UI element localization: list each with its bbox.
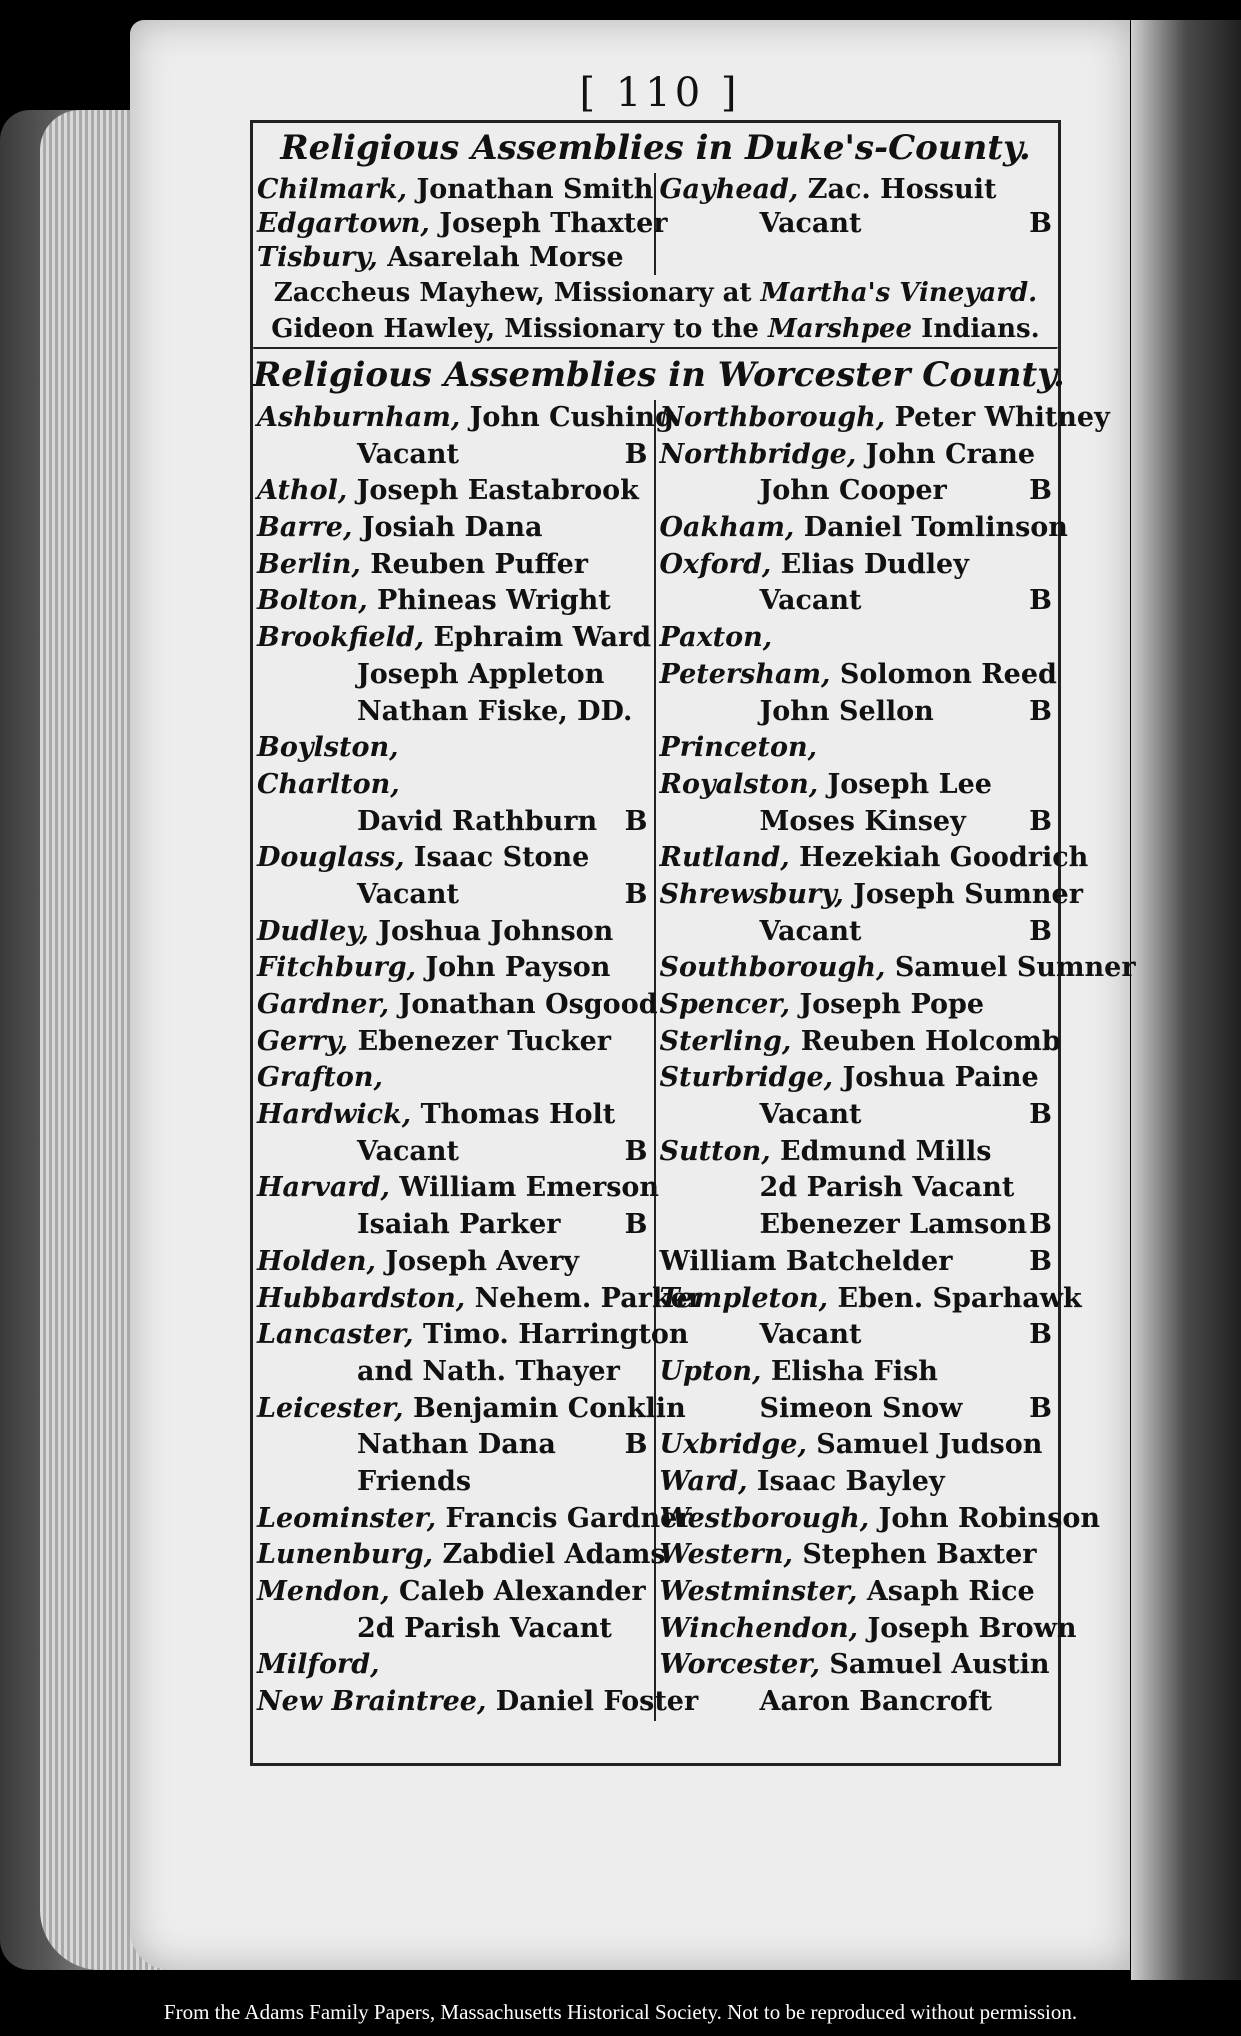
assembly-entry — [660, 1647, 1059, 1684]
dukes-county-columns — [253, 173, 1058, 275]
town-name: Lancaster, — [257, 1319, 414, 1351]
town-name: Ashburnham, — [257, 402, 461, 433]
assembly-entry — [660, 657, 1059, 694]
denomination-mark: B — [1029, 1209, 1052, 1241]
minister-name: John Cooper — [759, 475, 947, 507]
minister-name: Friends — [357, 1465, 472, 1497]
assembly-entry — [257, 840, 654, 877]
minister-name: John Cushing — [469, 402, 674, 433]
assembly-entry — [660, 1391, 1059, 1428]
minister-name: Joseph Eastabrook — [356, 475, 639, 507]
missionary-place: Martha's Vineyard. — [760, 278, 1038, 308]
assembly-entry — [660, 1097, 1059, 1134]
assembly-entry — [257, 1501, 692, 1538]
town-name: Barre, — [257, 512, 353, 544]
minister-name: Francis Gardner — [445, 1502, 692, 1534]
town-name: Ward, — [659, 1465, 748, 1497]
denomination-mark: B — [1029, 585, 1052, 617]
town-name: Mendon, — [257, 1576, 390, 1607]
town-name: Chilmark, — [257, 174, 408, 205]
assembly-entry — [660, 804, 1059, 841]
town-name: Winchendon, — [659, 1612, 859, 1644]
town-name: Bolton, — [257, 585, 368, 617]
minister-name: Elias Dudley — [780, 548, 969, 580]
assembly-entry — [660, 767, 1059, 804]
minister-name: Vacant — [759, 1099, 862, 1131]
assembly-entry — [257, 1464, 654, 1501]
assembly-entry — [257, 1684, 699, 1721]
minister-name: William Batchelder — [659, 1245, 953, 1277]
missionary-line — [253, 275, 1058, 311]
minister-name: Joseph Thaxter — [439, 208, 668, 239]
minister-name: Phineas Wright — [377, 585, 611, 617]
denomination-mark: B — [624, 438, 648, 470]
missionary-text: Zaccheus Mayhew, Missionary at — [273, 278, 761, 308]
town-name: Boylston, — [257, 732, 399, 764]
minister-name: John Payson — [425, 952, 611, 984]
minister-name: Zabdiel Adams — [442, 1539, 666, 1571]
assembly-entry — [257, 914, 654, 951]
town-name: Northbridge, — [659, 438, 857, 470]
assembly-entry — [660, 437, 1059, 474]
assembly-entry — [257, 804, 654, 841]
town-name: Harvard, — [257, 1172, 390, 1204]
minister-name: 2d Parish Vacant — [357, 1612, 612, 1644]
assembly-entry — [660, 173, 1059, 207]
minister-name: Zac. Hossuit — [807, 174, 997, 205]
assembly-entry — [257, 657, 654, 694]
assembly-entry — [257, 1207, 654, 1244]
worcester-county-columns — [253, 400, 1136, 1721]
town-name: Berlin, — [257, 548, 361, 580]
assembly-entry — [660, 1244, 1059, 1281]
assembly-entry — [257, 241, 654, 275]
minister-name: John Crane — [865, 438, 1036, 470]
minister-name: Reuben Puffer — [370, 548, 589, 580]
assembly-entry — [257, 1244, 654, 1281]
denomination-mark: B — [1029, 208, 1052, 239]
denomination-mark: B — [624, 1429, 648, 1461]
assembly-entry — [660, 694, 1059, 731]
town-name: Oxford, — [659, 548, 772, 580]
minister-name: Hezekiah Goodrich — [799, 842, 1089, 874]
book-gutter — [1131, 20, 1241, 1980]
minister-name: John Robinson — [878, 1502, 1101, 1534]
minister-name: Joseph Sumner — [853, 878, 1083, 910]
minister-name: Aaron Bancroft — [759, 1686, 992, 1718]
minister-name: Ebenezer Lamson — [759, 1209, 1027, 1241]
assembly-entry — [257, 1024, 654, 1061]
assembly-entry — [660, 914, 1059, 951]
assembly-entry — [257, 1317, 689, 1354]
assemblies-table — [250, 120, 1136, 1766]
assembly-entry — [257, 1354, 654, 1391]
assembly-entry — [257, 1134, 654, 1171]
town-name: Western, — [659, 1539, 793, 1571]
minister-name: Joshua Johnson — [378, 915, 614, 947]
town-name: Westborough, — [659, 1502, 870, 1534]
assembly-entry — [660, 1060, 1059, 1097]
minister-name: Vacant — [357, 878, 460, 910]
town-name: Edgartown, — [257, 208, 430, 239]
minister-name: John Sellon — [759, 695, 934, 727]
assembly-entry — [660, 207, 1059, 241]
town-name: Sterling, — [659, 1025, 792, 1057]
assembly-entry — [660, 1354, 1059, 1391]
town-name: Milford, — [257, 1649, 380, 1681]
assembly-entry — [660, 547, 1059, 584]
denomination-mark: B — [1029, 1392, 1052, 1424]
assembly-entry — [660, 1024, 1059, 1061]
town-name: Templeton, — [659, 1282, 829, 1314]
minister-name: Vacant — [759, 1319, 862, 1351]
minister-name: Thomas Holt — [420, 1099, 616, 1131]
minister-name: Asaph Rice — [866, 1576, 1035, 1607]
town-name: Leominster, — [257, 1502, 437, 1534]
town-name: Uxbridge, — [659, 1429, 807, 1461]
town-name: Lunenburg, — [257, 1539, 434, 1571]
worcester-county-title: Religious Assemblies in Worcester County. — [253, 355, 1065, 395]
denomination-mark: B — [1029, 915, 1052, 947]
denomination-mark: B — [624, 805, 648, 837]
assembly-entry — [257, 1281, 703, 1318]
town-name: Spencer, — [659, 989, 790, 1020]
minister-name: Nathan Dana — [357, 1429, 556, 1461]
denomination-mark: B — [1029, 475, 1052, 507]
town-name: Sturbridge, — [659, 1062, 834, 1094]
assembly-entry — [257, 1537, 666, 1574]
missionary-place: Marshpee — [767, 314, 913, 344]
minister-name: Vacant — [357, 1135, 460, 1167]
town-name: Douglass, — [257, 842, 405, 874]
minister-name: Caleb Alexander — [399, 1576, 646, 1607]
town-name: Upton, — [659, 1355, 762, 1387]
assembly-entry — [659, 950, 1136, 987]
minister-name: Reuben Holcomb — [800, 1025, 1061, 1057]
minister-name: Simeon Snow — [759, 1392, 963, 1424]
minister-name: and Nath. Thayer — [357, 1355, 620, 1387]
town-name: Gayhead, — [659, 174, 799, 205]
denomination-mark: B — [624, 1135, 648, 1167]
minister-name: Asarelah Morse — [387, 242, 624, 273]
assembly-entry — [257, 547, 654, 584]
town-name: Gardner, — [257, 989, 390, 1020]
assembly-entry — [660, 1134, 1059, 1171]
denomination-mark: B — [1029, 1245, 1052, 1277]
minister-name: Joseph Brown — [867, 1612, 1077, 1644]
assembly-entry — [257, 620, 654, 657]
minister-name: Elisha Fish — [770, 1355, 938, 1387]
minister-name: Stephen Baxter — [802, 1539, 1037, 1571]
minister-name: David Rathburn — [357, 805, 598, 837]
assembly-entry — [257, 400, 674, 437]
town-name: Holden, — [257, 1245, 376, 1277]
assembly-entry — [660, 1684, 1059, 1721]
worcester-left-column — [253, 400, 703, 1721]
missionaries-block — [253, 275, 1058, 347]
minister-name: Solomon Reed — [839, 658, 1057, 690]
assembly-entry — [659, 877, 1083, 914]
assembly-entry — [257, 1647, 654, 1684]
assembly-entry — [660, 1464, 1059, 1501]
assembly-entry — [660, 1207, 1059, 1244]
assembly-entry — [257, 1170, 660, 1207]
minister-name: Joseph Appleton — [357, 658, 605, 690]
town-name: Petersham, — [659, 658, 831, 690]
assembly-entry — [660, 730, 1059, 767]
denomination-mark: B — [624, 878, 648, 910]
minister-name: Ephraim Ward — [433, 622, 652, 654]
assembly-entry — [659, 840, 1089, 877]
minister-name: Nathan Fiske, DD. — [357, 695, 633, 727]
assembly-entry — [257, 1097, 654, 1134]
denomination-mark: B — [1029, 805, 1052, 837]
assembly-entry — [257, 583, 654, 620]
assembly-entry — [660, 987, 1059, 1024]
assembly-entry — [659, 400, 1110, 437]
denomination-mark: B — [1029, 1099, 1052, 1131]
minister-name: Jonathan Osgood — [398, 989, 658, 1020]
assembly-entry — [257, 1574, 654, 1611]
dukes-right-column — [656, 173, 1059, 275]
town-name: Northborough, — [659, 402, 886, 433]
minister-name: Joshua Paine — [842, 1062, 1039, 1094]
minister-name: Edmund Mills — [780, 1135, 992, 1167]
assembly-entry — [660, 473, 1059, 510]
assembly-entry — [257, 1391, 686, 1428]
town-name: Shrewsbury, — [659, 878, 844, 910]
assembly-entry — [660, 1537, 1059, 1574]
assembly-entry — [660, 1170, 1059, 1207]
minister-name: Vacant — [357, 438, 460, 470]
assembly-entry — [257, 1060, 654, 1097]
town-name: Sutton, — [659, 1135, 771, 1167]
town-name: Tisbury, — [257, 242, 378, 273]
minister-name: Ebenezer Tucker — [357, 1025, 611, 1057]
minister-name: Isaac Bayley — [756, 1465, 945, 1497]
assembly-entry — [257, 1611, 654, 1648]
town-name: Southborough, — [659, 952, 886, 984]
assembly-entry — [257, 767, 654, 804]
minister-name: 2d Parish Vacant — [759, 1172, 1015, 1204]
missionary-suffix: Indians. — [912, 314, 1040, 344]
minister-name: Isaac Stone — [413, 842, 590, 874]
town-name: Princeton, — [659, 732, 818, 764]
dukes-left-column — [253, 173, 668, 275]
dukes-county-title: Religious Assemblies in Duke's-County. — [280, 128, 1031, 168]
assembly-entry — [257, 437, 654, 474]
minister-name: Moses Kinsey — [759, 805, 966, 837]
town-name: Leicester, — [257, 1392, 404, 1424]
page-number: [ 110 ] — [579, 70, 741, 116]
minister-name: Daniel Tomlinson — [803, 512, 1068, 544]
worcester-right-column — [656, 400, 1136, 1721]
minister-name: Samuel Austin — [829, 1649, 1050, 1681]
missionary-line — [253, 311, 1058, 347]
assembly-entry — [257, 877, 654, 914]
denomination-mark: B — [1029, 1319, 1052, 1351]
minister-name: Joseph Lee — [827, 768, 992, 800]
minister-name: Vacant — [759, 208, 862, 239]
minister-name: Samuel Judson — [816, 1429, 1043, 1461]
minister-name: Peter Whitney — [894, 402, 1110, 433]
minister-name: Vacant — [759, 585, 862, 617]
copyright-footer: From the Adams Family Papers, Massachusetts Historical Society. Not to be reproduced without permission. — [163, 2000, 1078, 2024]
assembly-entry — [660, 1317, 1059, 1354]
town-name: Rutland, — [659, 842, 790, 874]
assembly-entry — [660, 1427, 1059, 1464]
assembly-entry — [257, 730, 654, 767]
denomination-mark: B — [1029, 695, 1052, 727]
assembly-entry — [257, 987, 658, 1024]
assembly-entry — [257, 207, 668, 241]
town-name: Worcester, — [659, 1649, 820, 1681]
town-name: Hardwick, — [257, 1099, 412, 1131]
assembly-entry — [659, 1281, 1082, 1318]
assembly-entry — [659, 1501, 1101, 1538]
town-name: Oakham, — [659, 512, 795, 544]
minister-name: Eben. Sparhawk — [837, 1282, 1082, 1314]
assembly-entry — [257, 510, 654, 547]
minister-name: Vacant — [759, 915, 862, 947]
assembly-entry — [257, 950, 654, 987]
assembly-entry — [257, 173, 654, 207]
minister-name: Benjamin Conklin — [412, 1392, 686, 1424]
minister-name: Isaiah Parker — [357, 1209, 561, 1241]
assembly-entry — [660, 583, 1059, 620]
assembly-entry — [660, 1574, 1059, 1611]
town-name: Westminster, — [659, 1576, 858, 1607]
minister-name: Jonathan Smith — [416, 174, 654, 205]
minister-name: William Emerson — [399, 1172, 660, 1204]
town-name: Brookfield, — [257, 622, 425, 654]
town-name: Gerry, — [257, 1025, 349, 1057]
town-name: Hubbardston, — [257, 1282, 466, 1314]
town-name: Dudley, — [257, 915, 369, 947]
town-name: Charlton, — [257, 768, 400, 800]
minister-name: Nehem. Parker — [474, 1282, 703, 1314]
town-name: New Braintree, — [257, 1686, 487, 1718]
minister-name: Josiah Dana — [361, 512, 543, 544]
denomination-mark: B — [624, 1209, 648, 1241]
minister-name: Daniel Foster — [495, 1686, 699, 1718]
missionary-text: Gideon Hawley, Missionary to the — [271, 314, 768, 344]
town-name: Grafton, — [257, 1062, 383, 1094]
assembly-entry — [659, 510, 1068, 547]
minister-name: Samuel Sumner — [894, 952, 1136, 984]
town-name: Royalston, — [659, 768, 819, 800]
assembly-entry — [659, 1611, 1077, 1648]
minister-name: Joseph Pope — [799, 989, 985, 1020]
town-name: Paxton, — [659, 622, 773, 654]
town-name: Fitchburg, — [257, 952, 416, 984]
assembly-entry — [257, 473, 654, 510]
assembly-entry — [257, 694, 654, 731]
assembly-entry — [660, 620, 1059, 657]
assembly-entry — [257, 1427, 654, 1464]
minister-name: Joseph Avery — [385, 1245, 579, 1277]
minister-name: Timo. Harrington — [422, 1319, 689, 1351]
town-name: Athol, — [257, 475, 348, 507]
